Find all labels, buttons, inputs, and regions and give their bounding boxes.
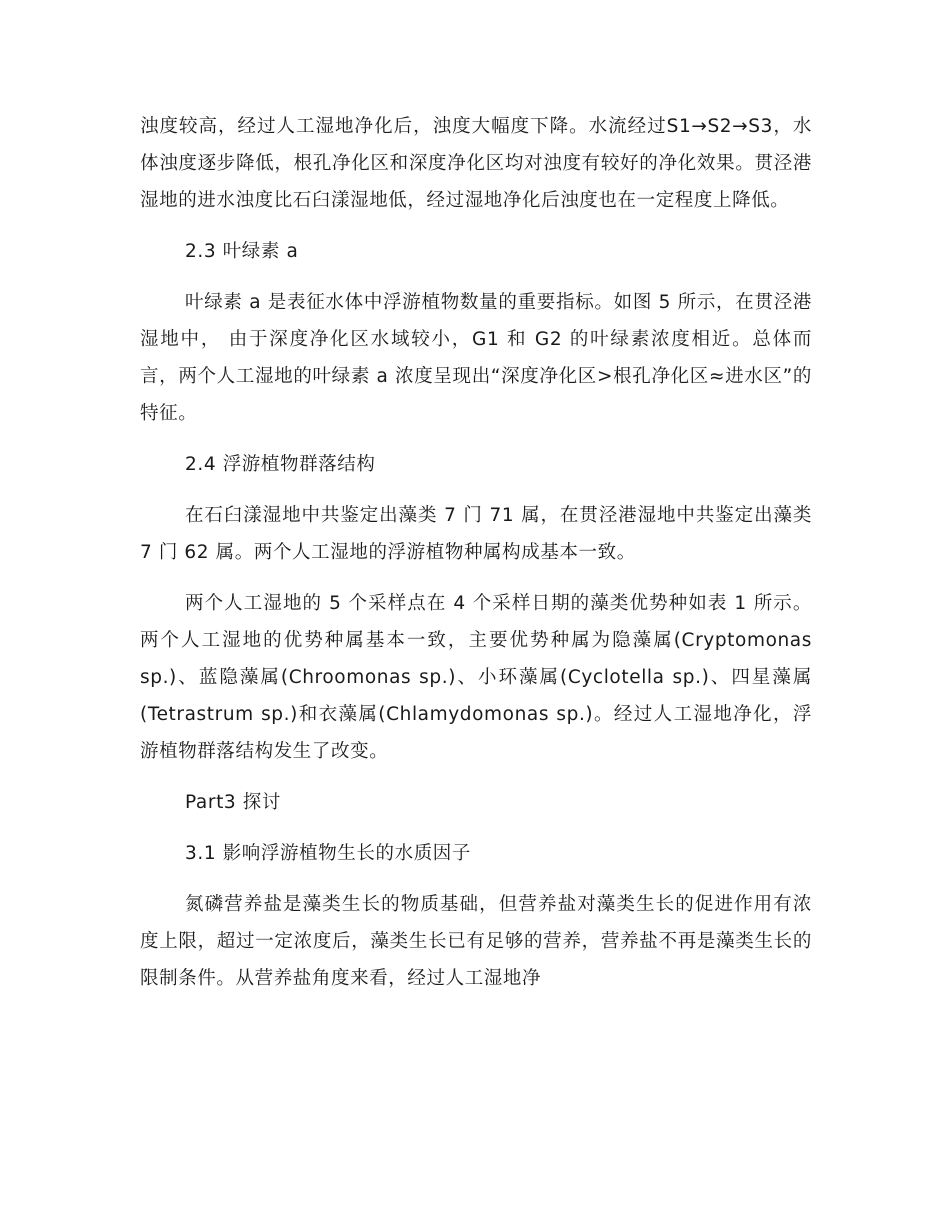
- section-heading-water-quality-factors: 3.1 影响浮游植物生长的水质因子: [185, 843, 472, 864]
- paragraph-turbidity-continued: 浊度较高，经过人工湿地净化后，浊度大幅度下降。水流经过S1→S2→S3，水体浊度逐步降低，根孔净化区和深度净化区均对浊度有较好的净化效果。贯泾港湿地的进水浊度比石臼漾湿地低，经过湿地净化后浊度也在一定程度上降低。: [140, 116, 812, 211]
- part-heading-discussion: Part3 探讨: [185, 792, 281, 813]
- section-heading-chlorophyll-a: 2.3 叶绿素 a: [185, 241, 299, 262]
- paragraph-dominant-species: 两个人工湿地的 5 个采样点在 4 个采样日期的藻类优势种如表 1 所示。两个人工湿地的优势种属基本一致，主要优势种属为隐藻属(Cryptomonas sp.)、蓝隐藻属(Chroomonas sp.)、小环藻属(Cyclotella sp.)、四星藻属(Tetrastrum sp.)和衣藻属(Chlamydomonas sp.)。经过人工湿地净化，浮游植物群落结构发生了改变。: [140, 593, 812, 762]
- section-heading-phytoplankton-community: 2.4 浮游植物群落结构: [185, 454, 376, 475]
- paragraph-nutrients: 氮磷营养盐是藻类生长的物质基础，但营养盐对藻类生长的促进作用有浓度上限，超过一定浓度后，藻类生长已有足够的营养，营养盐不再是藻类生长的限制条件。从营养盐角度来看，经过人工湿地净: [140, 894, 812, 989]
- paragraph-algae-identification: 在石臼漾湿地中共鉴定出藻类 7 门 71 属，在贯泾港湿地中共鉴定出藻类 7 门 62 属。两个人工湿地的浮游植物种属构成基本一致。: [140, 505, 812, 563]
- paragraph-chlorophyll-a: 叶绿素 a 是表征水体中浮游植物数量的重要指标。如图 5 所示，在贯泾港湿地中， 由于深度净化区水域较小，G1 和 G2 的叶绿素浓度相近。总体而言，两个人工湿地的叶绿素 a 浓度呈现出“深度净化区>根孔净化区≈进水区”的特征。: [140, 292, 812, 424]
- document-body: [140, 108, 812, 997]
